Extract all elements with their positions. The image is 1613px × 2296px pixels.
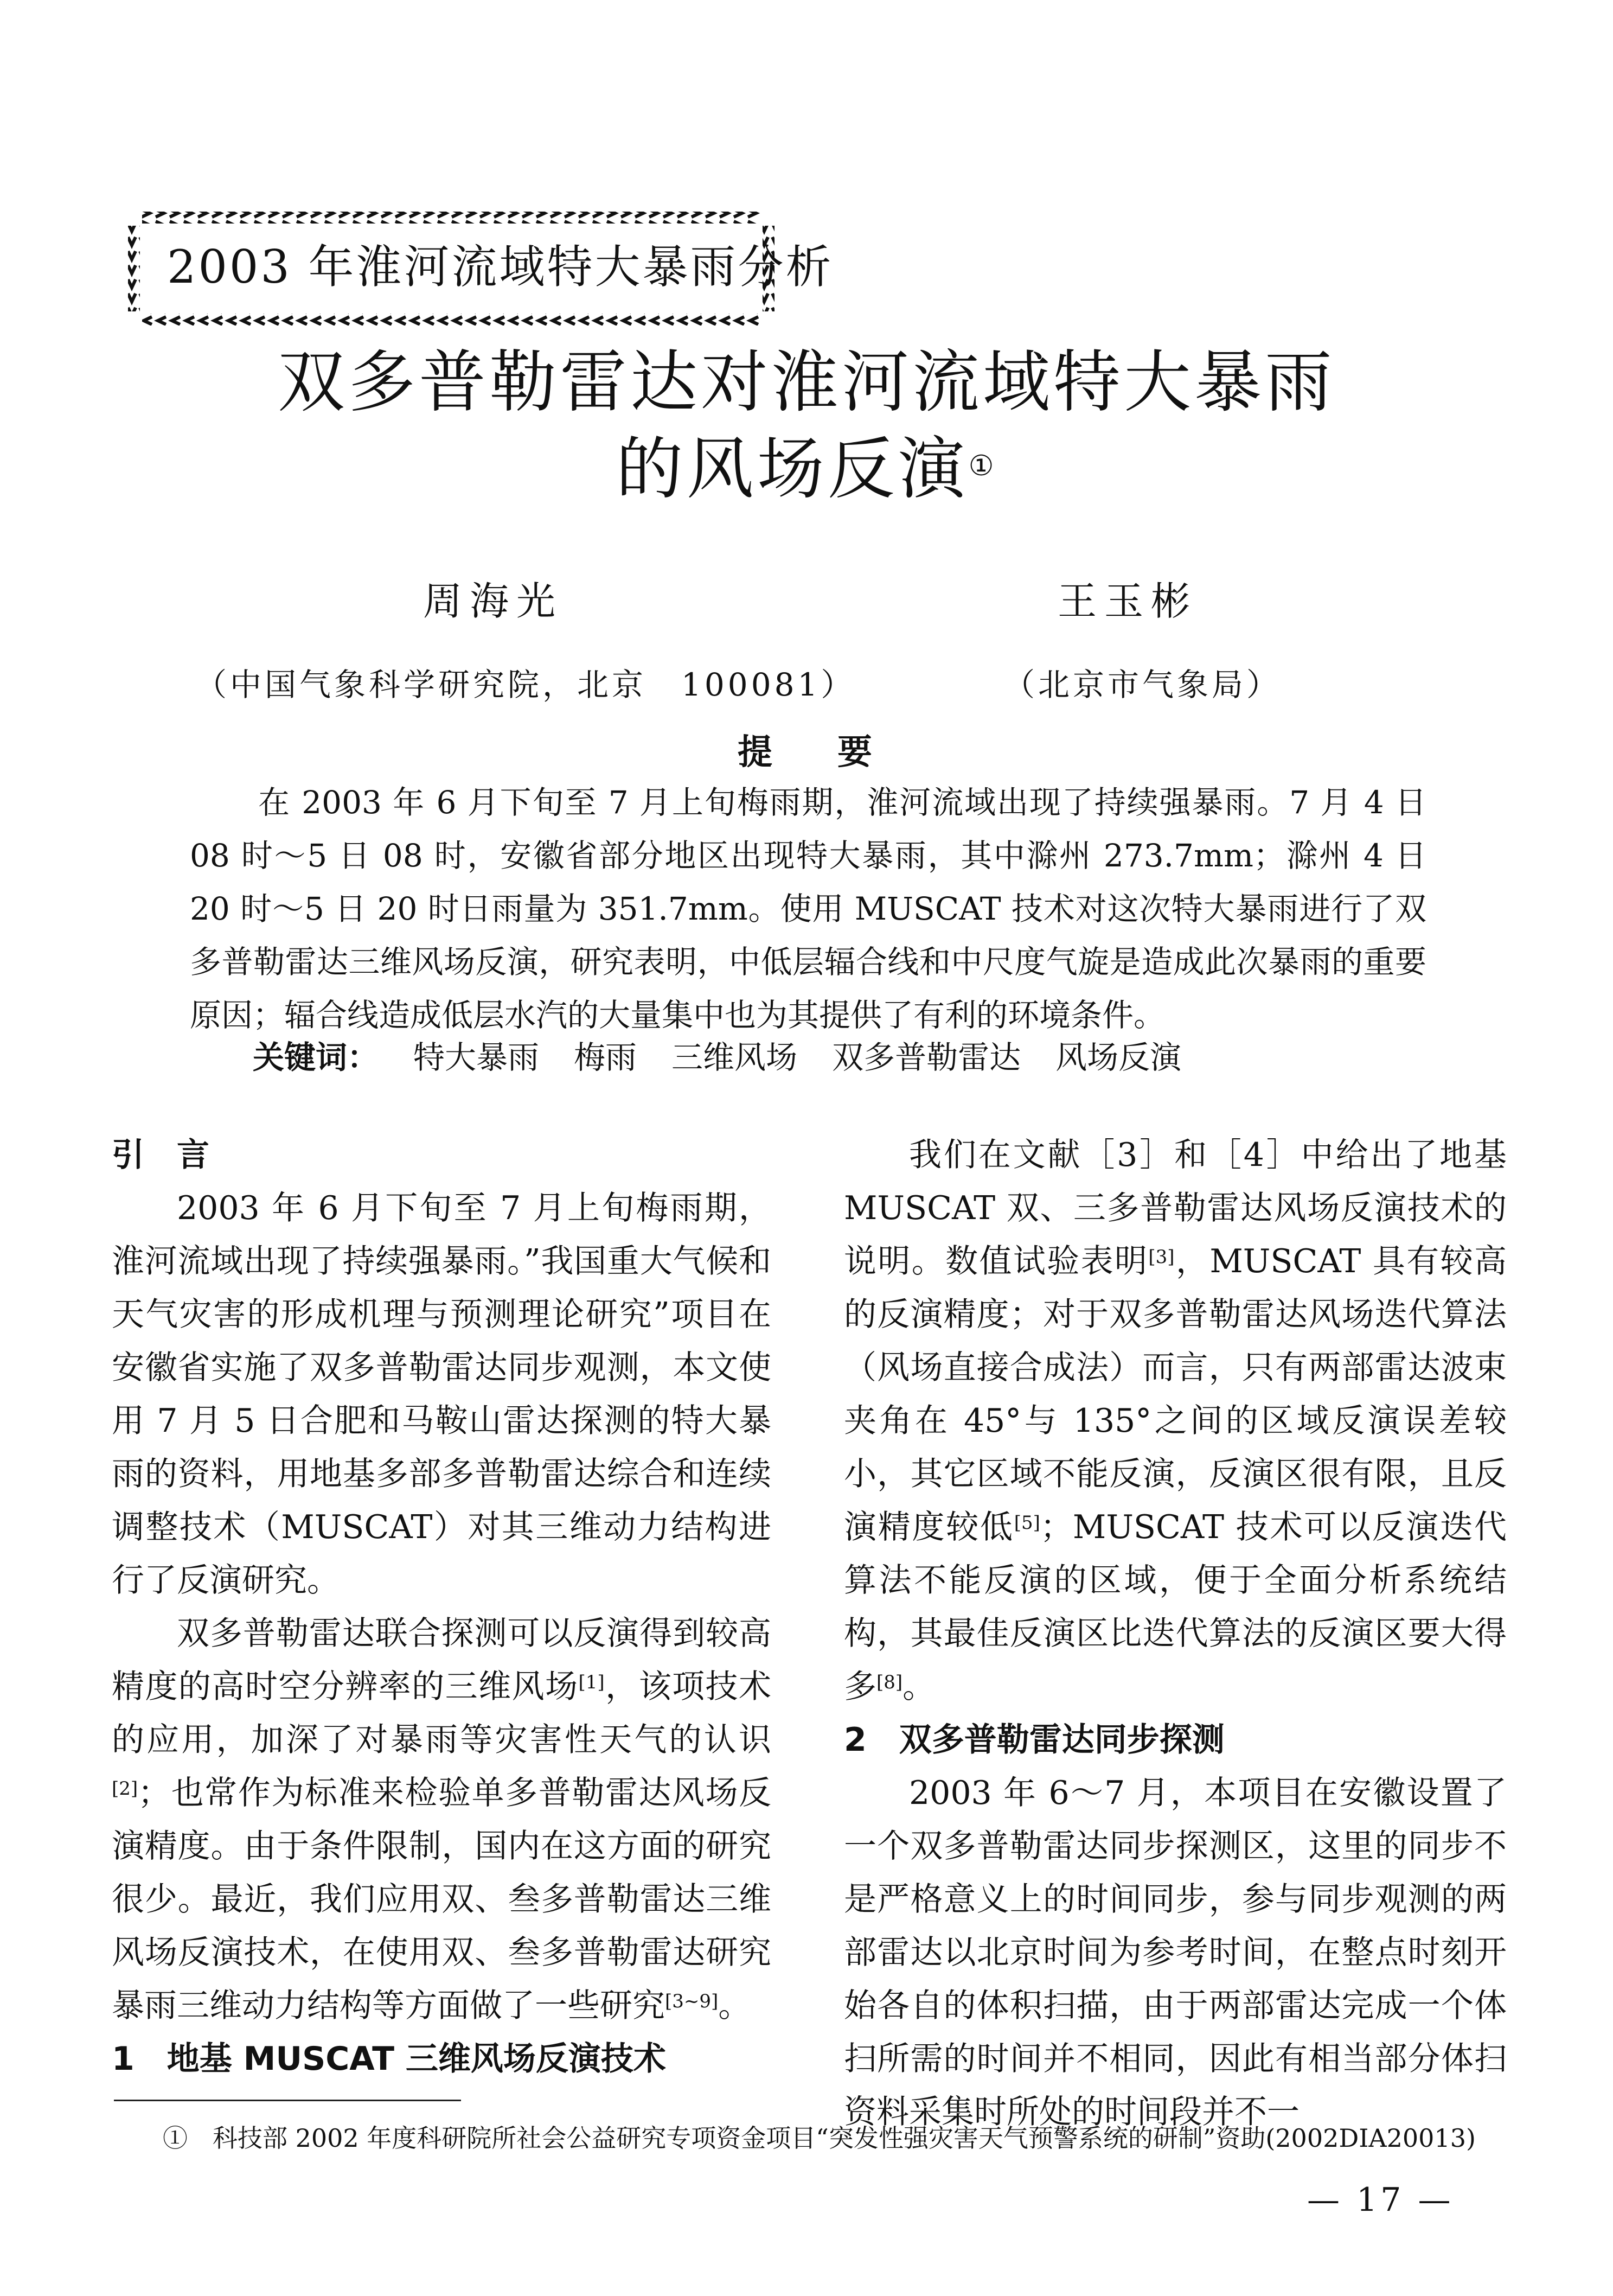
keyword: 三维风场 [671,1039,798,1076]
text-run: ，该项技术的应用，加深了对暴雨等灾害性天气的认识 [112,1668,772,1759]
keyword: 梅雨 [574,1039,637,1076]
left-column [112,1128,771,2085]
text-run: 双多普勒雷达联合探测可以反演得到较高精度的高时空分辨率的三维风场 [112,1615,771,1706]
section-heading-1: 1 地基 MUSCAT 三维风场反演技术 [112,2040,666,2078]
title-footnote-marker: ① [968,450,997,482]
paper-title-line-2 [0,429,1613,510]
text-run: 。 [902,1668,936,1706]
body-paragraph [112,1607,771,2032]
right-column [844,1128,1507,2139]
abstract [190,776,1426,1042]
citation: [2] [112,1778,138,1800]
affiliation-1: （中国气象科学研究院，北京 100081） [195,666,856,703]
body-paragraph: 2003 年 6～7 月，本项目在安徽设置了一个双多普勒雷达同步探测区，这里的同步不是严格意义上的时间同步，参与同步观测的两部雷达以北京时间为参考时间，在整点时刻开始各自的体积扫描，由于两部雷达完成一个体扫所需的时间并不相同，因此有相当部分体扫资料采集时所处的时间段并不一 [844,1774,1507,2131]
citation: [8] [876,1672,903,1693]
affiliation-2: （北京市气象局） [1003,666,1282,703]
body-paragraph: 2003 年 6 月下旬至 7 月上旬梅雨期，淮河流域出现了持续强暴雨。”我国重大气候和天气灾害的形成机理与预测理论研究”项目在安徽省实施了双多普勒雷达同步观测，本文使用 7 月 5 日合肥和马鞍山雷达探测的特大暴雨的资料，用地基多部多普勒雷达综合和连续调整技术（MUSCAT）对其三维动力结构进行了反演研究。 [112,1189,771,1599]
text-run: 我们在文献［3］和［4］中给出了地基 MUSCAT 双、三多普勒雷达风场反演技术的说明。数值试验表明 [844,1136,1507,1280]
paper-title-text: 的风场反演 [616,430,969,508]
keyword: 特大暴雨 [413,1039,540,1076]
footnote: ① 科技部 2002 年度科研院所社会公益研究专项资金项目“突发性强灾害天气预警系统的研制”资助(2002DIA20013) [163,2123,1476,2153]
author-2: 王玉彬 [1058,578,1198,624]
keyword: 双多普勒雷达 [832,1039,1021,1076]
text-run: ；MUSCAT 技术可以反演迭代算法不能反演的区域，便于全面分析系统结构，其最佳反演区比迭代算法的反演区要大得多 [844,1508,1507,1706]
series-title: 2003 年淮河流域特大暴雨分析 [167,240,834,294]
section-heading-2: 2 双多普勒雷达同步探测 [844,1721,1225,1759]
citation: [3~9] [665,1991,719,2012]
citation: [1] [578,1672,605,1693]
keyword: 风场反演 [1055,1039,1182,1076]
text-run: ，MUSCAT 具有较高的反演精度；对于双多普勒雷达风场迭代算法（风场直接合成法）而言，只有两部雷达波束夹角在 45°与 135°之间的区域反演误差较小，其它区域不能反演，反演区很有限，且反演精度较低 [844,1242,1507,1546]
citation: [3] [1148,1246,1175,1268]
page-number: — 17 — [1307,2181,1454,2219]
paper-title-line-1: 双多普勒雷达对淮河流域特大暴雨 [277,343,1335,422]
keywords-label: 关键词： [253,1039,379,1076]
text-run: ；也常作为标准来检验单多普勒雷达风场反演精度。由于条件限制，国内在这方面的研究很少。最近，我们应用双、叁多普勒雷达三维风场反演技术，在使用双、叁多普勒雷达研究暴雨三维动力结构等方面做了一些研究 [112,1774,771,2025]
footnote-rule [114,2100,461,2101]
section-heading-intro: 引 言 [112,1136,209,1174]
body-paragraph [844,1128,1507,1713]
abstract-text: 在 2003 年 6 月下旬至 7 月上旬梅雨期，淮河流域出现了持续强暴雨。7 月 4 日 08 时～5 日 08 时，安徽省部分地区出现特大暴雨，其中滁州 273.7mm；滁州 4 日 20 时～5 日 20 时日雨量为 351.7mm。使用 MUSCAT 技术对这次特大暴雨进行了双多普勒雷达三维风场反演，研究表明，中低层辐合线和中尺度气旋是造成此次暴雨的重要原因；辐合线造成低层水汽的大量集中也为其提供了有利的环境条件。 [190,784,1426,1034]
author-1: 周海光 [423,578,564,624]
citation: [5] [1014,1512,1040,1534]
abstract-heading: 提要 [738,732,937,773]
text-run: 。 [718,1987,751,2025]
series-banner [126,207,834,331]
keywords [253,1032,1181,1077]
